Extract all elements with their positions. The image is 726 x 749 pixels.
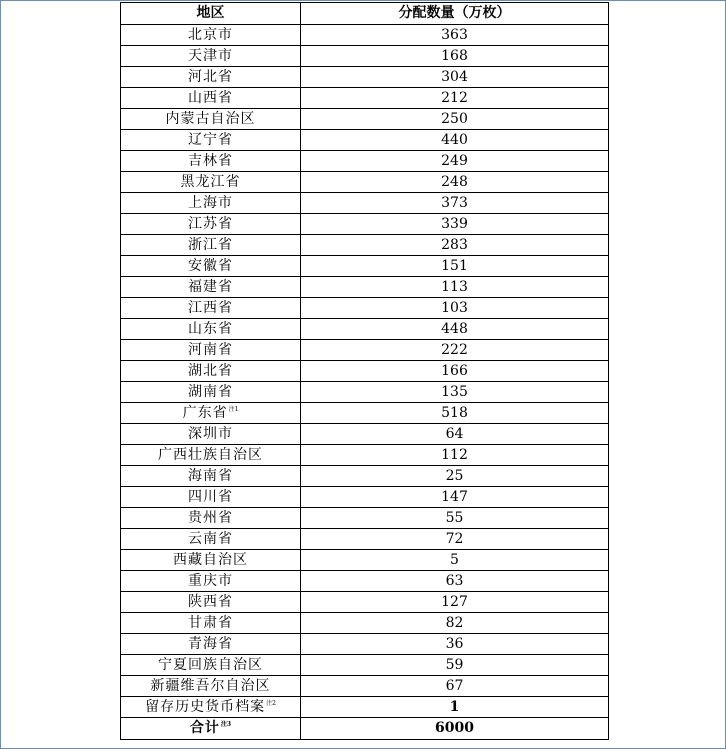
amount-cell: 222 — [301, 340, 609, 361]
region-cell — [121, 571, 301, 592]
table-row — [121, 361, 609, 382]
region-name: 重庆市 — [188, 573, 233, 589]
amount-cell: 440 — [301, 130, 609, 151]
region-name: 内蒙古自治区 — [165, 111, 256, 127]
region-name: 贵州省 — [188, 510, 233, 526]
amount-cell: 363 — [301, 25, 609, 46]
table-row — [121, 445, 609, 466]
region-cell — [121, 88, 301, 109]
table-row — [121, 277, 609, 298]
region-cell — [121, 235, 301, 256]
total-row — [121, 718, 609, 740]
table-row — [121, 130, 609, 151]
total-label-cell — [121, 718, 301, 740]
table-row — [121, 235, 609, 256]
region-name: 北京市 — [188, 27, 233, 43]
amount-cell: 249 — [301, 151, 609, 172]
table-row — [121, 256, 609, 277]
region-name: 海南省 — [188, 468, 233, 484]
table-row — [121, 697, 609, 718]
header-amount: 分配数量（万枚） — [301, 3, 609, 25]
amount-cell: 339 — [301, 214, 609, 235]
region-cell — [121, 592, 301, 613]
region-cell — [121, 172, 301, 193]
amount-cell: 5 — [301, 550, 609, 571]
table-body — [121, 25, 609, 740]
region-name: 吉林省 — [188, 153, 233, 169]
amount-cell: 147 — [301, 487, 609, 508]
footnote-marker: 注3 — [220, 721, 232, 728]
region-cell — [121, 298, 301, 319]
region-cell — [121, 256, 301, 277]
region-name: 甘肃省 — [188, 615, 233, 631]
region-cell — [121, 361, 301, 382]
table-row — [121, 172, 609, 193]
table-row — [121, 298, 609, 319]
table-row — [121, 214, 609, 235]
region-cell — [121, 634, 301, 655]
amount-cell: 103 — [301, 298, 609, 319]
region-name: 湖南省 — [188, 384, 233, 400]
amount-cell: 112 — [301, 445, 609, 466]
region-cell — [121, 46, 301, 67]
amount-cell: 82 — [301, 613, 609, 634]
region-name: 上海市 — [188, 195, 233, 211]
region-cell — [121, 151, 301, 172]
amount-cell: 448 — [301, 319, 609, 340]
amount-cell: 36 — [301, 634, 609, 655]
amount-cell: 135 — [301, 382, 609, 403]
region-name: 江苏省 — [188, 216, 233, 232]
amount-cell: 63 — [301, 571, 609, 592]
total-label: 合计 — [189, 720, 220, 736]
table-row — [121, 382, 609, 403]
footnote-marker: 注1 — [228, 406, 239, 413]
region-name: 青海省 — [188, 636, 233, 652]
table-row — [121, 46, 609, 67]
table-row — [121, 571, 609, 592]
table-row — [121, 424, 609, 445]
region-cell — [121, 655, 301, 676]
region-cell — [121, 676, 301, 697]
table-row — [121, 319, 609, 340]
total-amount: 6000 — [301, 718, 609, 740]
region-name: 西藏自治区 — [173, 552, 248, 568]
amount-cell: 67 — [301, 676, 609, 697]
table-row — [121, 109, 609, 130]
region-cell — [121, 193, 301, 214]
region-name: 深圳市 — [188, 426, 233, 442]
footnote-marker: 注2 — [266, 700, 276, 707]
region-name: 新疆维吾尔自治区 — [150, 678, 271, 694]
region-name: 辽宁省 — [188, 132, 233, 148]
region-cell — [121, 382, 301, 403]
amount-cell: 113 — [301, 277, 609, 298]
region-name: 黑龙江省 — [180, 174, 241, 190]
region-cell — [121, 25, 301, 46]
amount-cell: 283 — [301, 235, 609, 256]
region-cell — [121, 529, 301, 550]
region-name: 留存历史货币档案 — [145, 699, 266, 715]
amount-cell: 373 — [301, 193, 609, 214]
region-cell — [121, 319, 301, 340]
amount-cell: 127 — [301, 592, 609, 613]
region-name: 天津市 — [188, 48, 233, 64]
table-row — [121, 25, 609, 46]
region-name: 安徽省 — [188, 258, 233, 274]
table-row — [121, 403, 609, 424]
region-cell — [121, 277, 301, 298]
amount-cell: 212 — [301, 88, 609, 109]
table-row — [121, 508, 609, 529]
region-cell — [121, 214, 301, 235]
region-name: 河南省 — [188, 342, 233, 358]
region-name: 湖北省 — [188, 363, 233, 379]
region-cell — [121, 613, 301, 634]
amount-cell: 168 — [301, 46, 609, 67]
region-cell — [121, 487, 301, 508]
amount-cell: 248 — [301, 172, 609, 193]
region-name: 陕西省 — [188, 594, 233, 610]
region-cell — [121, 403, 301, 424]
region-name: 江西省 — [188, 300, 233, 316]
table-row — [121, 88, 609, 109]
region-cell — [121, 508, 301, 529]
table-row — [121, 655, 609, 676]
table-row — [121, 487, 609, 508]
region-cell — [121, 550, 301, 571]
header-region: 地区 — [121, 3, 301, 25]
amount-cell: 250 — [301, 109, 609, 130]
region-name: 山西省 — [188, 90, 233, 106]
table-row — [121, 676, 609, 697]
table-row — [121, 613, 609, 634]
amount-cell: 151 — [301, 256, 609, 277]
amount-cell: 166 — [301, 361, 609, 382]
table-row — [121, 340, 609, 361]
table-row — [121, 550, 609, 571]
region-name: 河北省 — [188, 69, 233, 85]
amount-cell: 25 — [301, 466, 609, 487]
table-row — [121, 151, 609, 172]
table-row — [121, 529, 609, 550]
region-name: 广东省 — [182, 405, 228, 421]
region-name: 福建省 — [188, 279, 233, 295]
region-cell — [121, 445, 301, 466]
table-row — [121, 466, 609, 487]
amount-cell: 72 — [301, 529, 609, 550]
region-name: 山东省 — [188, 321, 233, 337]
region-name: 宁夏回族自治区 — [158, 657, 263, 673]
region-name: 浙江省 — [188, 237, 233, 253]
region-cell — [121, 424, 301, 445]
table-row — [121, 193, 609, 214]
amount-cell: 55 — [301, 508, 609, 529]
table-row — [121, 592, 609, 613]
table-row — [121, 67, 609, 88]
region-cell — [121, 697, 301, 718]
region-name: 四川省 — [188, 489, 233, 505]
region-name: 云南省 — [188, 531, 233, 547]
amount-cell: 304 — [301, 67, 609, 88]
amount-cell: 59 — [301, 655, 609, 676]
table-header-row — [121, 3, 609, 25]
region-cell — [121, 67, 301, 88]
table-row — [121, 634, 609, 655]
region-cell — [121, 466, 301, 487]
region-cell — [121, 130, 301, 151]
amount-cell: 518 — [301, 403, 609, 424]
region-cell — [121, 109, 301, 130]
amount-cell: 1 — [301, 697, 609, 718]
amount-cell: 64 — [301, 424, 609, 445]
region-name: 广西壮族自治区 — [158, 447, 263, 463]
region-cell — [121, 340, 301, 361]
allocation-table — [120, 2, 609, 740]
